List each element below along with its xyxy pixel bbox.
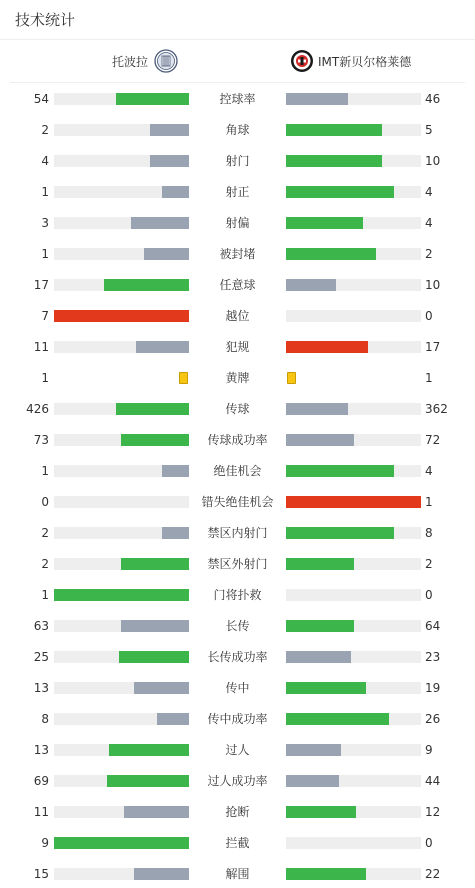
away-stat-value: 64 bbox=[425, 619, 441, 633]
stat-label: 解围 bbox=[225, 867, 250, 881]
away-stat-bar-fill bbox=[286, 496, 421, 508]
home-stat-value: 7 bbox=[41, 309, 49, 323]
home-stat-bar-track bbox=[54, 186, 189, 198]
away-crest-icon bbox=[290, 49, 314, 73]
stat-label: 任意球 bbox=[219, 278, 256, 292]
away-stat-value: 5 bbox=[425, 123, 433, 137]
home-stat-bar-fill bbox=[134, 682, 189, 694]
home-stat-bar-fill bbox=[150, 155, 189, 167]
away-stat-bar-track bbox=[286, 496, 421, 508]
stat-label: 角球 bbox=[225, 123, 250, 137]
home-stat-value: 1 bbox=[41, 371, 49, 385]
away-stat-bar-track bbox=[286, 155, 421, 167]
away-stat-bar-track bbox=[286, 558, 421, 570]
stat-row bbox=[0, 864, 475, 884]
home-stat-bar-fill bbox=[104, 279, 189, 291]
home-stat-value: 11 bbox=[33, 340, 49, 354]
home-stat-value: 13 bbox=[33, 681, 49, 695]
stat-row bbox=[0, 492, 475, 512]
away-stat-bar-fill bbox=[286, 217, 363, 229]
home-stat-bar-track bbox=[54, 155, 189, 167]
home-stat-bar-fill bbox=[116, 93, 189, 105]
home-stat-value: 426 bbox=[26, 402, 49, 416]
home-stat-bar-fill bbox=[162, 465, 189, 477]
away-stat-value: 4 bbox=[425, 185, 433, 199]
away-stat-bar-track bbox=[286, 589, 421, 601]
away-stat-bar-track bbox=[286, 682, 421, 694]
stat-label: 传中成功率 bbox=[207, 712, 268, 726]
home-stat-value: 0 bbox=[41, 495, 49, 509]
stat-row bbox=[0, 709, 475, 729]
stat-row bbox=[0, 306, 475, 326]
home-stat-value: 54 bbox=[33, 92, 49, 106]
stat-label: 过人 bbox=[225, 743, 250, 757]
stat-label: 拦截 bbox=[225, 836, 250, 850]
away-stat-bar-track bbox=[286, 93, 421, 105]
away-stat-bar-fill bbox=[286, 744, 341, 756]
away-stat-bar-track bbox=[286, 806, 421, 818]
away-stat-bar-track bbox=[286, 620, 421, 632]
home-stat-bar-track bbox=[54, 682, 189, 694]
stat-label: 禁区外射门 bbox=[207, 557, 268, 571]
away-stat-value: 10 bbox=[425, 154, 441, 168]
home-stat-bar-track bbox=[54, 496, 189, 508]
home-stat-bar-fill bbox=[134, 868, 189, 880]
away-stat-bar-fill bbox=[286, 806, 356, 818]
away-stat-bar-fill bbox=[286, 868, 366, 880]
stat-row bbox=[0, 647, 475, 667]
home-stat-bar-track bbox=[54, 248, 189, 260]
away-yellow-card-icon bbox=[287, 372, 296, 384]
stat-label: 越位 bbox=[225, 309, 250, 323]
home-stat-bar-track bbox=[54, 744, 189, 756]
stat-label: 传球 bbox=[225, 402, 250, 416]
stat-row bbox=[0, 244, 475, 264]
home-stat-value: 17 bbox=[33, 278, 49, 292]
stat-row bbox=[0, 337, 475, 357]
home-stat-bar-fill bbox=[131, 217, 189, 229]
home-stat-bar-track bbox=[54, 310, 189, 322]
home-stat-bar-fill bbox=[119, 651, 189, 663]
away-stat-bar-fill bbox=[286, 465, 394, 477]
home-stat-value: 1 bbox=[41, 185, 49, 199]
home-stat-bar-fill bbox=[136, 341, 189, 353]
stat-row bbox=[0, 368, 475, 388]
stat-label: 传球成功率 bbox=[207, 433, 268, 447]
home-stat-bar-track bbox=[54, 620, 189, 632]
home-stat-value: 3 bbox=[41, 216, 49, 230]
home-stat-value: 4 bbox=[41, 154, 49, 168]
stat-row bbox=[0, 523, 475, 543]
home-crest-icon bbox=[154, 49, 178, 73]
home-stat-bar-fill bbox=[124, 806, 189, 818]
away-stat-value: 2 bbox=[425, 557, 433, 571]
away-stat-bar-track bbox=[286, 527, 421, 539]
away-team-name: IMT新贝尔格莱德 bbox=[318, 54, 412, 69]
home-team[interactable] bbox=[112, 48, 178, 74]
away-stat-bar-track bbox=[286, 837, 421, 849]
stat-row bbox=[0, 833, 475, 853]
stat-row bbox=[0, 461, 475, 481]
away-stat-bar-track bbox=[286, 248, 421, 260]
stat-row bbox=[0, 740, 475, 760]
home-stat-bar-track bbox=[54, 868, 189, 880]
home-stat-bar-fill bbox=[121, 558, 189, 570]
stat-row bbox=[0, 275, 475, 295]
away-stat-bar-fill bbox=[286, 434, 354, 446]
away-stat-bar-fill bbox=[286, 93, 348, 105]
home-yellow-card-icon bbox=[179, 372, 188, 384]
away-stat-bar-track bbox=[286, 868, 421, 880]
stat-label: 犯规 bbox=[225, 340, 250, 354]
home-stat-value: 2 bbox=[41, 557, 49, 571]
home-stat-bar-fill bbox=[162, 527, 189, 539]
home-stat-bar-fill bbox=[54, 310, 189, 322]
away-stat-value: 0 bbox=[425, 309, 433, 323]
stat-label: 绝佳机会 bbox=[213, 464, 262, 478]
away-stat-bar-track bbox=[286, 186, 421, 198]
section-title: 技术统计 bbox=[15, 11, 76, 29]
home-stat-bar-fill bbox=[144, 248, 189, 260]
away-stat-value: 17 bbox=[425, 340, 441, 354]
stat-row bbox=[0, 802, 475, 822]
home-stat-value: 1 bbox=[41, 588, 49, 602]
away-stat-bar-track bbox=[286, 217, 421, 229]
stat-label: 禁区内射门 bbox=[207, 526, 268, 540]
home-stat-bar-track bbox=[54, 558, 189, 570]
home-stat-bar-fill bbox=[54, 589, 189, 601]
away-stat-value: 4 bbox=[425, 216, 433, 230]
away-stat-value: 362 bbox=[425, 402, 448, 416]
home-stat-value: 8 bbox=[41, 712, 49, 726]
away-stat-value: 4 bbox=[425, 464, 433, 478]
stat-label: 抢断 bbox=[225, 805, 250, 819]
stat-row bbox=[0, 616, 475, 636]
home-stat-value: 2 bbox=[41, 526, 49, 540]
away-stat-value: 9 bbox=[425, 743, 433, 757]
away-stat-bar-fill bbox=[286, 558, 354, 570]
stat-row bbox=[0, 399, 475, 419]
home-stat-bar-track bbox=[54, 775, 189, 787]
away-stat-bar-track bbox=[286, 434, 421, 446]
away-stat-bar-fill bbox=[286, 279, 336, 291]
away-stat-bar-track bbox=[286, 279, 421, 291]
stat-label: 被封堵 bbox=[219, 247, 256, 261]
away-stat-value: 46 bbox=[425, 92, 441, 106]
away-stat-value: 1 bbox=[425, 495, 433, 509]
home-stat-bar-track bbox=[54, 465, 189, 477]
home-stat-bar-track bbox=[54, 806, 189, 818]
stat-row bbox=[0, 213, 475, 233]
away-stat-bar-fill bbox=[286, 682, 366, 694]
away-stat-value: 72 bbox=[425, 433, 441, 447]
home-stat-bar-fill bbox=[109, 744, 189, 756]
home-stat-value: 73 bbox=[33, 433, 49, 447]
away-stat-value: 2 bbox=[425, 247, 433, 261]
home-stat-bar-track bbox=[54, 713, 189, 725]
stat-label: 长传 bbox=[225, 619, 250, 633]
stat-row bbox=[0, 182, 475, 202]
stat-label: 射偏 bbox=[225, 216, 250, 230]
away-stat-bar-fill bbox=[286, 248, 376, 260]
home-stat-bar-fill bbox=[107, 775, 189, 787]
stat-label: 黄牌 bbox=[225, 371, 250, 385]
home-stat-bar-fill bbox=[121, 434, 189, 446]
home-stat-bar-track bbox=[54, 434, 189, 446]
home-stat-value: 11 bbox=[33, 805, 49, 819]
home-stat-value: 69 bbox=[33, 774, 49, 788]
home-stat-bar-track bbox=[54, 589, 189, 601]
home-stat-value: 13 bbox=[33, 743, 49, 757]
away-stat-bar-fill bbox=[286, 186, 394, 198]
away-stat-bar-track bbox=[286, 310, 421, 322]
away-stat-bar-fill bbox=[286, 651, 351, 663]
stat-label: 门将扑救 bbox=[213, 588, 262, 602]
away-stat-bar-fill bbox=[286, 155, 382, 167]
away-stat-bar-fill bbox=[286, 620, 354, 632]
home-stat-bar-fill bbox=[116, 403, 189, 415]
home-stat-bar-track bbox=[54, 279, 189, 291]
teams-header bbox=[10, 40, 465, 83]
away-stat-bar-fill bbox=[286, 124, 382, 136]
away-stat-value: 1 bbox=[425, 371, 433, 385]
stat-row bbox=[0, 585, 475, 605]
away-stat-value: 26 bbox=[425, 712, 441, 726]
home-stat-value: 1 bbox=[41, 247, 49, 261]
away-stat-value: 23 bbox=[425, 650, 441, 664]
home-stat-bar-track bbox=[54, 341, 189, 353]
stat-row bbox=[0, 89, 475, 109]
home-stat-bar-track bbox=[54, 93, 189, 105]
away-stat-value: 0 bbox=[425, 836, 433, 850]
stat-row bbox=[0, 771, 475, 791]
home-stat-bar-fill bbox=[150, 124, 189, 136]
section-header bbox=[0, 0, 475, 40]
away-stat-bar-track bbox=[286, 124, 421, 136]
away-stat-value: 44 bbox=[425, 774, 441, 788]
home-stat-bar-track bbox=[54, 837, 189, 849]
home-stat-bar-track bbox=[54, 651, 189, 663]
stat-row bbox=[0, 151, 475, 171]
away-stat-value: 8 bbox=[425, 526, 433, 540]
away-stat-bar-fill bbox=[286, 713, 389, 725]
stat-label: 错失绝佳机会 bbox=[201, 495, 274, 509]
home-team-name: 托波拉 bbox=[111, 54, 148, 69]
stat-label: 控球率 bbox=[219, 92, 256, 106]
stat-row bbox=[0, 120, 475, 140]
home-stat-bar-track bbox=[54, 124, 189, 136]
home-stat-bar-track bbox=[54, 403, 189, 415]
away-stat-bar-fill bbox=[286, 341, 368, 353]
home-stat-bar-track bbox=[54, 527, 189, 539]
away-stat-bar-track bbox=[286, 775, 421, 787]
home-stat-value: 15 bbox=[33, 867, 49, 881]
away-stat-value: 0 bbox=[425, 588, 433, 602]
away-stat-value: 19 bbox=[425, 681, 441, 695]
stat-row bbox=[0, 678, 475, 698]
stat-label: 长传成功率 bbox=[207, 650, 268, 664]
home-stat-value: 25 bbox=[33, 650, 49, 664]
home-stat-value: 1 bbox=[41, 464, 49, 478]
away-stat-bar-track bbox=[286, 744, 421, 756]
away-stat-bar-track bbox=[286, 465, 421, 477]
stat-label: 传中 bbox=[225, 681, 250, 695]
home-stat-bar-track bbox=[54, 217, 189, 229]
home-stat-value: 9 bbox=[41, 836, 49, 850]
away-stat-bar-track bbox=[286, 341, 421, 353]
away-stat-bar-fill bbox=[286, 775, 339, 787]
away-team[interactable] bbox=[290, 48, 411, 74]
away-stat-bar-track bbox=[286, 713, 421, 725]
stat-row bbox=[0, 430, 475, 450]
away-stat-value: 22 bbox=[425, 867, 441, 881]
away-stat-value: 12 bbox=[425, 805, 441, 819]
away-stat-value: 10 bbox=[425, 278, 441, 292]
home-stat-value: 2 bbox=[41, 123, 49, 137]
stat-label: 射门 bbox=[225, 154, 250, 168]
away-stat-bar-fill bbox=[286, 527, 394, 539]
away-stat-bar-track bbox=[286, 651, 421, 663]
home-stat-bar-fill bbox=[162, 186, 189, 198]
home-stat-bar-fill bbox=[157, 713, 189, 725]
home-stat-value: 63 bbox=[33, 619, 49, 633]
stat-label: 过人成功率 bbox=[207, 774, 268, 788]
stat-row bbox=[0, 554, 475, 574]
away-stat-bar-track bbox=[286, 403, 421, 415]
stat-label: 射正 bbox=[225, 185, 250, 199]
home-stat-bar-fill bbox=[54, 837, 189, 849]
home-stat-bar-fill bbox=[121, 620, 189, 632]
away-stat-bar-fill bbox=[286, 403, 348, 415]
